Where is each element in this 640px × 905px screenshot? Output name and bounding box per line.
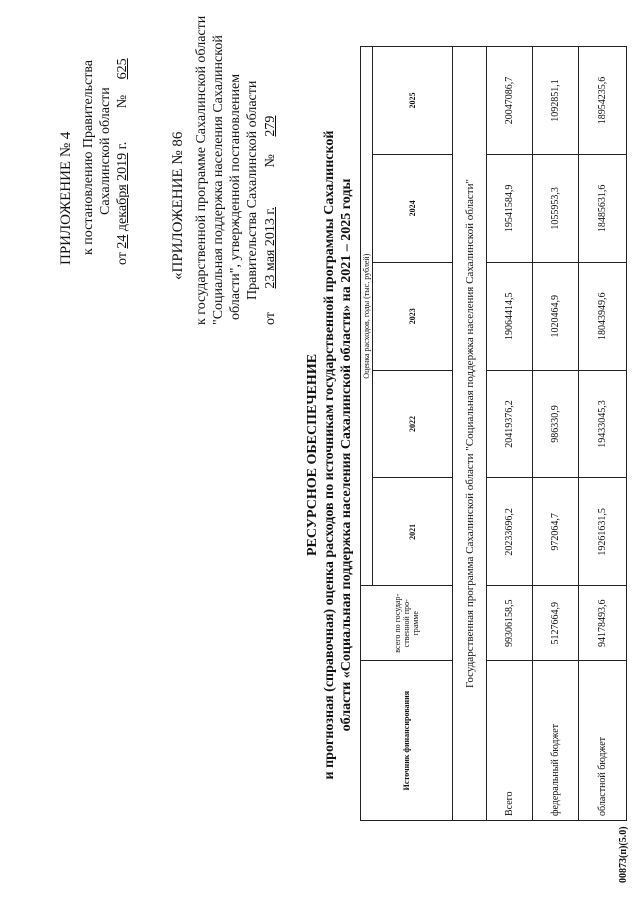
resource-table [360,46,627,821]
number-value: 625 [115,58,130,80]
date-day: 24 [115,234,130,249]
document-code: 00873(п)(5.0) [618,826,629,883]
row-source: федеральный бюджет [533,661,579,821]
old-date-value: 23 мая 2013 г. [263,206,278,289]
header-year-2025: 2025 [373,47,453,155]
row-value-2023: 1020464,9 [533,262,579,370]
row-value-2025: 18954235,6 [579,47,627,155]
row-source: областной бюджет [579,661,627,821]
header-year-2023: 2023 [373,262,453,370]
appendix-4-date-line [114,25,131,265]
header-source: Источник финансирования [361,661,453,821]
appendix-86-line2: "Социальная поддержка населения Сахалинской [211,35,226,325]
program-name: Государственная программа Сахалинской области "Социальная поддержка населения Сахалинской области" [453,47,487,821]
header-years-group: Оценка расходов, годы (тыс. рублей) [361,47,373,586]
row-value-2025: 1092851,1 [533,47,579,155]
row-value-2024: 19541584,9 [487,154,533,262]
row-value-2025: 20047086,7 [487,47,533,155]
appendix-86-title: «ПРИЛОЖЕНИЕ № 86 [170,131,186,280]
old-number-label: № [263,154,278,168]
header-year-2022: 2022 [373,370,453,478]
date-year: 2019 [115,152,130,181]
date-prefix: от [115,252,130,265]
row-total: 5127664,9 [533,586,579,661]
doc-title-line2: и прогнозная (справочная) оценка расходов по источникам государственной программы Сахалинской [322,130,337,780]
appendix-4-line1: к постановлению Правительства [81,59,96,255]
date-month: декабря [115,184,130,232]
table-row [533,47,579,821]
program-row [453,47,487,821]
date-suffix: г. [115,141,130,150]
row-value-2021: 19261631,5 [579,478,627,586]
appendix-86-line4: Правительства Сахалинской области [245,80,260,300]
doc-title-main: РЕСУРСНОЕ ОБЕСПЕЧЕНИЕ [305,353,320,557]
row-value-2024: 1055953,3 [533,154,579,262]
appendix-86-date-line [262,25,279,325]
row-value-2024: 18485631,6 [579,154,627,262]
row-value-2022: 19433045,3 [579,370,627,478]
table-header-row-1 [361,47,373,821]
row-total: 94178493,6 [579,586,627,661]
row-value-2021: 972064,7 [533,478,579,586]
row-value-2022: 20419376,2 [487,370,533,478]
row-value-2023: 19064414,5 [487,262,533,370]
header-year-2021: 2021 [373,478,453,586]
row-value-2022: 986330,9 [533,370,579,478]
appendix-86-line3: области", утвержденной постановлением [228,73,243,320]
row-total: 99306158,5 [487,586,533,661]
table-row [579,47,627,821]
appendix-4-line2: Сахалинской области [98,87,113,215]
header-total: всего по государ-ственной про-грамме [361,586,453,661]
header-year-2024: 2024 [373,154,453,262]
table-row [487,47,533,821]
row-source: Всего [487,661,533,821]
row-value-2021: 20233696,2 [487,478,533,586]
doc-title-line3: области «Социальная поддержка населения Сахалинской области» на 2021 – 2025 годы [339,178,354,732]
old-date-prefix: от [263,312,278,325]
old-number-value: 279 [263,115,278,137]
number-label: № [115,94,130,109]
appendix-86-line1: к государственной программе Сахалинской области [194,15,209,325]
appendix-4-title: ПРИЛОЖЕНИЕ № 4 [58,131,74,265]
row-value-2023: 18043949,6 [579,262,627,370]
